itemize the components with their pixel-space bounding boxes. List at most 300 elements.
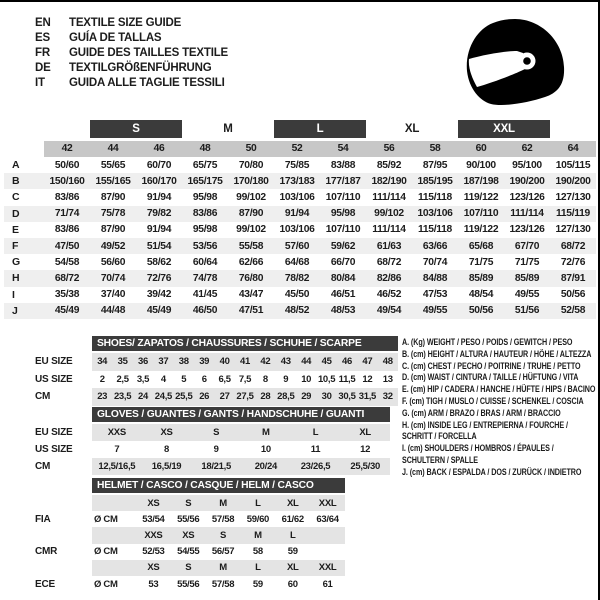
measurement-cell: 71/75 — [514, 256, 540, 268]
measurement-cell: 71/74 — [54, 208, 80, 220]
size-value-cell: L — [289, 529, 296, 541]
measurement-cell: 82/86 — [376, 272, 402, 284]
measurement-cell: 87/91 — [560, 272, 586, 284]
size-value-cell: XXL — [318, 497, 337, 509]
sub-row-label: CM — [35, 391, 51, 403]
measurement-cell: 95/98 — [330, 208, 356, 220]
size-value-cell: 16,5/19 — [151, 461, 182, 472]
size-value-cell: 47 — [362, 356, 373, 368]
legend-item: D. (cm) WAIST / CINTURA / TAILLE / HÜFTUNG / VITA — [402, 372, 579, 383]
size-value-cell: 8 — [262, 373, 268, 385]
size-value-cell: S — [220, 529, 227, 541]
language-title: TEXTILE SIZE GUIDE — [69, 17, 182, 29]
textile-row-I — [4, 287, 596, 303]
measurement-cell: 85/92 — [376, 159, 402, 171]
measurement-cell: 85/89 — [514, 272, 540, 284]
values-area — [92, 576, 345, 592]
measurement-cell: 60/64 — [192, 256, 218, 268]
measurement-cell: 67/70 — [514, 240, 540, 252]
measurement-cell: 66/70 — [330, 256, 356, 268]
size-value-cell: 9 — [213, 444, 219, 455]
measurement-cell: 72/76 — [146, 272, 172, 284]
size-value-cell: 59/60 — [246, 513, 270, 525]
measurement-cell: 91/94 — [146, 224, 172, 236]
size-value-cell: 35 — [117, 356, 128, 368]
measurement-cell: 46/52 — [376, 289, 402, 301]
size-value-cell: S — [185, 497, 192, 509]
size-column-header: 46 — [136, 141, 182, 157]
textile-row-D — [4, 206, 596, 222]
measurement-row-label: A — [12, 159, 20, 172]
measurement-cell: 160/170 — [141, 175, 177, 187]
size-value-cell: 61/62 — [281, 513, 304, 525]
measurement-cell: 91/94 — [146, 191, 172, 203]
measurement-cell: 48/53 — [330, 305, 356, 317]
size-value-cell: 46 — [342, 356, 352, 368]
sub-row-label — [35, 495, 92, 511]
measurement-cell: 43/47 — [238, 289, 264, 301]
measurement-row-label: H — [12, 272, 20, 285]
language-row — [35, 76, 228, 91]
size-value-cell: 6 — [201, 373, 207, 385]
measurement-cell: 150/160 — [49, 175, 85, 187]
sub-row-label: US SIZE — [35, 373, 73, 385]
sub-table-row — [35, 544, 345, 560]
size-column-header: 64 — [550, 141, 596, 157]
measurement-cell: 105/115 — [555, 159, 591, 171]
measurement-cell: 37/40 — [100, 289, 126, 301]
measurement-cell: 190/200 — [509, 175, 545, 187]
sub-table-header-row — [35, 478, 345, 495]
sub-row-label: CMR — [35, 546, 58, 558]
size-value-cell: 60 — [287, 578, 298, 590]
unit-cell: Ø CM — [94, 578, 118, 590]
size-value-cell: 48 — [382, 356, 393, 368]
size-value-cell: 2 — [99, 373, 105, 385]
size-value-cell: 10 — [301, 373, 312, 385]
sub-table-title: HELMET / CASCO / CASQUE / HELM / CASCO — [92, 478, 345, 493]
measurement-cell: 61/63 — [376, 240, 402, 252]
unit-cell: Ø CM — [94, 513, 118, 525]
legend-item: E. (cm) HIP / CADERA / HANCHE / HÜFTE / HIPS / BACINO — [402, 384, 596, 395]
sub-table-title: GLOVES / GUANTES / GANTS / HANDSCHUHE / GUANTI — [92, 407, 390, 422]
measurement-cell: 115/118 — [418, 191, 452, 203]
size-band-L: L — [274, 120, 366, 138]
measurement-cell: 70/74 — [422, 256, 448, 268]
size-value-cell: 7,5 — [238, 373, 252, 385]
measurement-cell: 49/55 — [422, 305, 448, 317]
measurement-cell: 95/98 — [192, 224, 218, 236]
size-column-header: 56 — [366, 141, 412, 157]
sub-table-row — [35, 560, 345, 576]
measurement-cell: 84/88 — [422, 272, 448, 284]
sub-table-title: SHOES/ ZAPATOS / CHAUSSURES / SCHUHE / SCARPE — [92, 336, 398, 351]
values-area — [92, 458, 390, 475]
sub-table-row — [35, 371, 398, 389]
size-value-cell: 20/24 — [254, 461, 277, 472]
values-area — [92, 388, 398, 406]
values-area — [92, 511, 345, 527]
measurement-cell: 55/58 — [238, 240, 264, 252]
language-title-list — [35, 16, 228, 91]
size-value-cell: L — [255, 497, 261, 509]
sub-table-row — [35, 424, 390, 441]
size-value-cell: 9 — [283, 373, 289, 385]
size-value-cell: 30 — [321, 391, 332, 403]
size-value-cell: L — [255, 562, 261, 574]
values-area — [92, 441, 390, 458]
measurement-cell: 54/58 — [54, 256, 80, 268]
size-value-cell: XL — [359, 427, 371, 438]
measurement-cell: 49/54 — [376, 305, 402, 317]
size-value-cell: 24 — [138, 391, 148, 403]
measurement-cell: 119/122 — [463, 224, 499, 236]
size-value-cell: 41 — [240, 356, 250, 368]
measurement-cell: 46/50 — [192, 305, 218, 317]
measurement-cell: 83/86 — [54, 224, 80, 236]
size-value-cell: 36 — [138, 356, 148, 368]
measurement-cell: 182/190 — [371, 175, 407, 187]
textile-band-row — [4, 120, 596, 141]
measurement-cell: 46/51 — [330, 289, 356, 301]
size-column-header: 52 — [274, 141, 320, 157]
measurement-cell: 50/60 — [54, 159, 80, 171]
measurement-cell: 103/106 — [279, 224, 315, 236]
measurement-cell: 56/60 — [100, 256, 126, 268]
sub-table-row — [35, 353, 398, 371]
size-value-cell: 23/26,5 — [300, 461, 331, 472]
language-row — [35, 46, 228, 61]
size-value-cell: M — [262, 427, 270, 438]
measurement-cell: 127/130 — [555, 191, 591, 203]
measurement-cell: 65/75 — [192, 159, 218, 171]
measurement-cell: 80/84 — [330, 272, 356, 284]
sub-row-label — [35, 527, 92, 543]
size-value-cell: 23 — [97, 391, 108, 403]
size-value-cell: 6,5 — [218, 373, 231, 385]
values-area — [92, 424, 390, 441]
size-value-cell: 57/58 — [211, 513, 235, 525]
size-value-cell: 32 — [382, 391, 393, 403]
legend-item: G. (cm) ARM / BRAZO / BRAS / ARM / BRACCIO — [402, 407, 561, 418]
size-value-cell: XS — [147, 562, 160, 574]
textile-row-F — [4, 238, 596, 254]
sub-table-row — [35, 511, 345, 527]
size-value-cell: XXL — [318, 562, 337, 574]
measurement-row-label: F — [12, 240, 19, 253]
measurement-cell: 107/110 — [463, 208, 499, 220]
language-title: GUÍA DE TALLAS — [69, 31, 162, 44]
language-code: DE — [35, 61, 51, 74]
measurement-row-label: E — [12, 223, 20, 236]
measurement-cell: 111/114 — [510, 208, 544, 220]
measurement-cell: 49/55 — [514, 289, 540, 301]
language-code: ES — [35, 31, 50, 44]
measurement-cell: 70/80 — [238, 159, 264, 171]
measurement-cell: 115/118 — [418, 224, 452, 236]
measurement-cell: 85/89 — [468, 272, 494, 284]
measurement-cell: 99/102 — [236, 224, 266, 236]
size-value-cell: 54/55 — [177, 546, 200, 558]
measurement-row-label: I — [12, 288, 15, 301]
language-title: GUIDE DES TAILLES TEXTILE — [69, 46, 228, 59]
textile-row-A — [4, 157, 596, 173]
size-band-S: S — [90, 120, 182, 138]
measurement-cell: 45/49 — [54, 305, 80, 317]
measurement-cell: 185/195 — [417, 175, 453, 187]
measurement-cell: 170/180 — [233, 175, 269, 187]
measurement-cell: 127/130 — [555, 224, 591, 236]
sub-row-label: CM — [35, 461, 51, 472]
size-value-cell: 27,5 — [236, 391, 254, 403]
legend-item: J. (cm) BACK / ESPALDA / DOS / ZURÜCK / INDIETRO — [402, 466, 582, 477]
gloves-size-table — [35, 407, 390, 475]
size-value-cell: 12 — [360, 444, 371, 455]
size-value-cell: 39 — [199, 356, 210, 368]
measurement-cell: 68/72 — [376, 256, 402, 268]
language-code: EN — [35, 17, 51, 29]
measurement-cell: 62/66 — [238, 256, 264, 268]
values-area — [92, 353, 398, 371]
size-value-cell: S — [213, 427, 220, 438]
measurement-cell: 123/126 — [509, 191, 545, 203]
sub-table-header-row — [35, 336, 398, 353]
sub-row-label: ECE — [35, 578, 55, 590]
unit-cell: Ø CM — [94, 546, 118, 558]
values-area — [92, 560, 345, 576]
measurement-cell: 70/74 — [100, 272, 126, 284]
measurement-cell: 95/98 — [192, 191, 218, 203]
size-value-cell: 5 — [181, 373, 187, 385]
sub-table-row — [35, 495, 345, 511]
sub-table-row — [35, 527, 345, 543]
measurement-cell: 75/78 — [100, 208, 126, 220]
values-area — [92, 495, 345, 511]
values-area — [92, 527, 345, 543]
measurement-cell: 48/54 — [468, 289, 494, 301]
measurement-cell: 87/95 — [422, 159, 448, 171]
measurement-cell: 78/82 — [284, 272, 310, 284]
measurement-cell: 51/56 — [514, 305, 540, 317]
measurement-cell: 75/85 — [284, 159, 310, 171]
measurement-cell: 99/102 — [374, 208, 404, 220]
size-value-cell: 12,5/16,5 — [98, 461, 136, 472]
measurement-cell: 187/198 — [463, 175, 499, 187]
measurement-cell: 44/48 — [100, 305, 126, 317]
measurement-cell: 48/52 — [284, 305, 310, 317]
size-value-cell: L — [312, 427, 319, 438]
size-column-header: 54 — [320, 141, 366, 157]
measurement-cell: 87/90 — [100, 191, 126, 203]
measurement-row-label: G — [12, 256, 21, 269]
measurement-cell: 111/114 — [372, 191, 406, 203]
textile-row-G — [4, 254, 596, 270]
size-value-cell: 53 — [148, 578, 159, 590]
measurement-cell: 123/126 — [509, 224, 545, 236]
size-value-cell: XL — [286, 497, 299, 509]
sub-table-row — [35, 441, 390, 458]
measurement-cell: 119/122 — [463, 191, 499, 203]
measurement-cell: 190/200 — [555, 175, 591, 187]
measurement-cell: 64/68 — [284, 256, 310, 268]
measurement-cell: 53/56 — [192, 240, 218, 252]
size-value-cell: 3,5 — [136, 373, 150, 385]
size-value-cell: XXS — [144, 529, 163, 541]
size-value-cell: 30,5 — [338, 391, 356, 403]
measurement-row-label: D — [12, 207, 20, 220]
size-value-cell: XXS — [107, 427, 126, 438]
measurement-cell: 58/62 — [146, 256, 172, 268]
legend-item: F. (cm) TIGH / MUSLO / CUISSE / SCHENKEL / COSCIA — [402, 395, 584, 406]
measurement-cell: 177/187 — [325, 175, 361, 187]
legend-item: H. (cm) INSIDE LEG / ENTREPIERNA / FOURCHE / SCHRITT / FORCELLA — [402, 419, 568, 442]
size-column-header: 58 — [412, 141, 458, 157]
legend-item: C. (cm) CHEST / PECHO / POITRINE / TRUHE / PETTO — [402, 360, 581, 371]
size-value-cell: 61 — [322, 578, 333, 590]
size-value-cell: 24,5 — [154, 391, 173, 403]
size-value-cell: 38 — [178, 356, 189, 368]
size-value-cell: 4 — [160, 373, 166, 385]
sub-table-row — [35, 576, 345, 592]
size-value-cell: 34 — [97, 356, 108, 368]
measurement-cell: 111/114 — [372, 224, 406, 236]
size-value-cell: XS — [182, 529, 195, 541]
language-row — [35, 31, 228, 46]
measurement-cell: 65/68 — [468, 240, 494, 252]
size-value-cell: XS — [160, 427, 173, 438]
size-value-cell: 25,5/30 — [350, 461, 380, 472]
values-area — [92, 544, 345, 560]
measurement-cell: 52/58 — [560, 305, 586, 317]
language-row — [35, 61, 228, 76]
size-band-M: M — [223, 123, 233, 135]
measurement-row-label: C — [12, 191, 20, 204]
legend-item: A. (Kg) WEIGHT / PESO / POIDS / GEWITCH / PESO — [402, 337, 573, 347]
legend-item: I. (cm) SHOULDERS / HOMBROS / ÉPAULES / SCHULTERN / SPALLE — [402, 443, 554, 465]
measurement-row-label: J — [12, 304, 18, 317]
size-value-cell: 40 — [219, 356, 230, 368]
measurement-cell: 68/72 — [54, 272, 80, 284]
legend-item: B. (cm) HEIGHT / ALTURA / HAUTEUR / HÖHE / ALTEZZA — [402, 348, 592, 359]
measurement-cell: 68/72 — [560, 240, 586, 252]
sub-row-label — [35, 560, 92, 576]
size-column-header: 60 — [458, 141, 504, 157]
measurement-cell: 71/75 — [468, 256, 494, 268]
measurement-cell: 41/45 — [192, 289, 218, 301]
measurement-cell: 90/100 — [466, 159, 496, 171]
size-band-XXL: XXL — [458, 120, 550, 138]
measurement-legend-list — [402, 337, 599, 479]
size-value-cell: 8 — [164, 444, 169, 455]
measurement-cell: 45/50 — [284, 289, 310, 301]
measurement-cell: 155/165 — [95, 175, 131, 187]
measurement-cell: 115/119 — [556, 208, 590, 220]
size-value-cell: 59 — [252, 578, 263, 590]
measurement-cell: 83/86 — [54, 191, 80, 203]
language-title: TEXTILGRÖßENFÜHRUNG — [69, 61, 212, 74]
measurement-cell: 57/60 — [284, 240, 310, 252]
textile-row-J — [4, 303, 596, 319]
size-column-header: 48 — [182, 141, 228, 157]
language-code: IT — [35, 76, 45, 89]
measurement-cell: 99/102 — [236, 191, 266, 203]
measurement-row-label: B — [12, 175, 20, 188]
measurement-cell: 50/56 — [560, 289, 586, 301]
textile-size-table — [4, 120, 596, 319]
measurement-cell: 79/82 — [146, 208, 172, 220]
shoes-size-table — [35, 336, 398, 406]
measurement-cell: 50/56 — [468, 305, 494, 317]
measurement-cell: 55/65 — [100, 159, 126, 171]
size-value-cell: 18/21,5 — [201, 461, 231, 472]
size-value-cell: M — [254, 529, 262, 541]
measurement-cell: 103/106 — [279, 191, 315, 203]
size-value-cell: 42 — [260, 356, 271, 368]
measurement-cell: 87/90 — [238, 208, 264, 220]
size-value-cell: 11 — [310, 444, 321, 455]
size-value-cell: 10,5 — [317, 373, 336, 385]
measurement-cell: 95/100 — [512, 159, 542, 171]
size-value-cell: 57/58 — [211, 578, 235, 590]
size-value-cell: 44 — [301, 356, 312, 368]
measurement-cell: 72/76 — [560, 256, 586, 268]
measurement-cell: 51/54 — [146, 240, 172, 252]
size-value-cell: 27 — [219, 391, 230, 403]
size-value-cell: 25,5 — [175, 391, 193, 403]
size-value-cell: 2,5 — [116, 373, 129, 385]
measurement-cell: 107/110 — [325, 224, 361, 236]
size-value-cell: 31,5 — [358, 391, 377, 403]
textile-sizes-row — [4, 141, 596, 157]
language-title: GUIDA ALLE TAGLIE TESSILI — [69, 76, 225, 89]
size-value-cell: 56/57 — [211, 546, 235, 558]
sub-row-label: EU SIZE — [35, 427, 73, 438]
textile-row-C — [4, 189, 596, 205]
measurement-cell: 83/86 — [192, 208, 218, 220]
size-value-cell: S — [185, 562, 192, 574]
top-border-line — [0, 0, 600, 2]
size-value-cell: 53/54 — [142, 513, 165, 525]
size-value-cell: 63/64 — [316, 513, 339, 525]
measurement-cell: 173/183 — [279, 175, 315, 187]
size-value-cell: 28 — [260, 391, 271, 403]
size-column-header: 50 — [228, 141, 274, 157]
measurement-cell: 47/50 — [54, 240, 80, 252]
size-value-cell: 11,5 — [338, 373, 356, 385]
size-value-cell: XS — [147, 497, 160, 509]
size-value-cell: M — [219, 497, 227, 509]
measurement-cell: 91/94 — [284, 208, 310, 220]
language-row — [35, 16, 228, 31]
measurement-cell: 74/78 — [192, 272, 218, 284]
textile-row-H — [4, 270, 596, 286]
measurement-cell: 47/53 — [422, 289, 448, 301]
measurement-cell: 39/42 — [146, 289, 172, 301]
sub-table-header-row — [35, 407, 390, 424]
size-value-cell: 52/53 — [142, 546, 165, 558]
size-value-cell: 7 — [114, 444, 120, 455]
size-value-cell: 59 — [287, 546, 298, 558]
size-column-header: 42 — [44, 141, 90, 157]
size-band-spacer — [4, 120, 90, 138]
measurement-cell: 103/106 — [417, 208, 453, 220]
measurement-cell: 47/51 — [238, 305, 264, 317]
helmet-size-table — [35, 478, 345, 592]
sub-row-label: US SIZE — [35, 444, 73, 455]
size-value-cell: XL — [286, 562, 299, 574]
size-column-header: 62 — [504, 141, 550, 157]
measurement-cell: 60/70 — [146, 159, 172, 171]
